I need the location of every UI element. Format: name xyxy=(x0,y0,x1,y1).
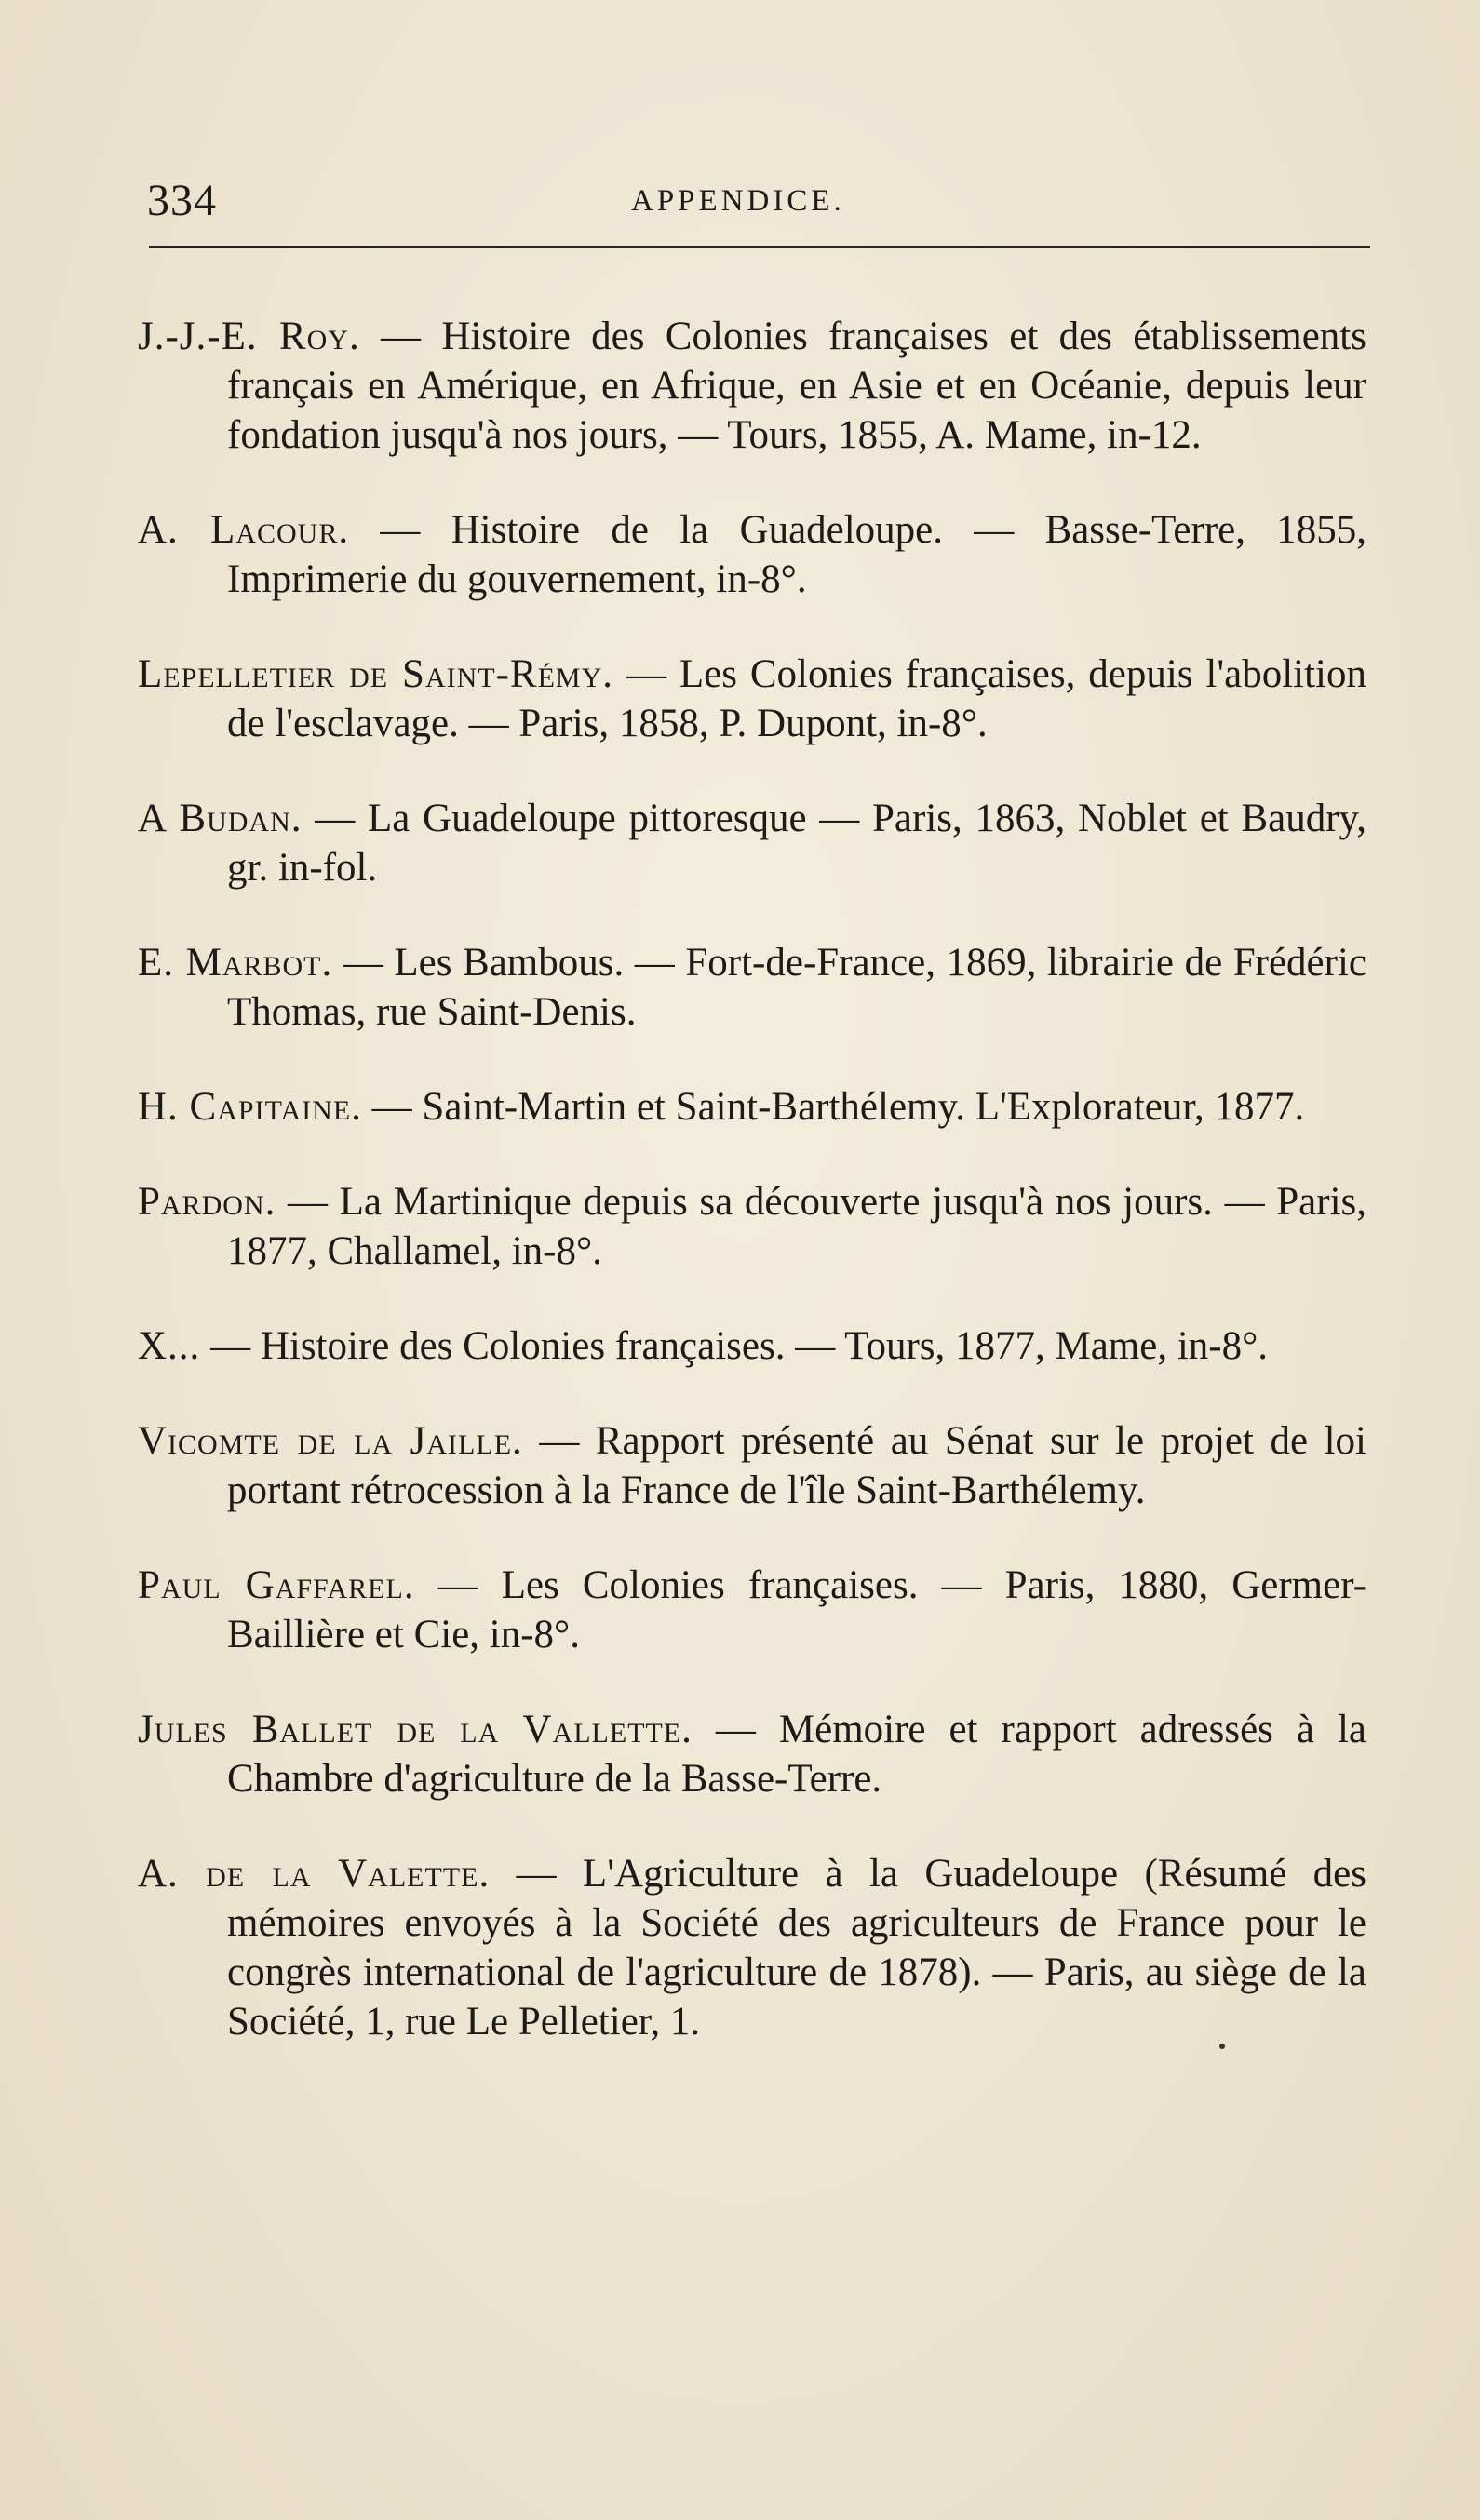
entry-text: — Les Colonies françaises, depuis l'abolition de l'esclavage. — Paris, 1858, P. Dupont, in-8°. xyxy=(227,652,1366,745)
bibliography-entry xyxy=(138,505,1366,604)
bibliography-list xyxy=(138,272,1366,2092)
entry-author: A Budan. xyxy=(138,797,303,840)
entry-author: Lepelletier de Saint-Rémy. xyxy=(138,652,614,696)
entry-text: — Histoire de la Guadeloupe. — Basse-Terre, 1855, Imprimerie du gouvernement, in-8°. xyxy=(227,508,1366,601)
running-head xyxy=(147,168,1376,233)
entry-author: A. Lacour. xyxy=(138,508,350,552)
header-rule xyxy=(149,246,1370,248)
entry-text: — Rapport présenté au Sénat sur le projet de loi portant rétrocession à la France de l'île Saint-Barthélemy. xyxy=(227,1419,1366,1512)
bibliography-entry xyxy=(138,938,1366,1037)
entry-author: H. Capitaine. xyxy=(138,1085,362,1129)
bibliography-entry xyxy=(138,650,1366,748)
entry-text: — Histoire des Colonies françaises et des établissements français en Amérique, en Afrique, en Asie et en Océanie, depuis leur fondation jusqu'à nos jours, — Tours, 1855, A. Mame, in-12. xyxy=(227,315,1366,457)
entry-author: X... xyxy=(138,1324,201,1368)
bibliography-entry xyxy=(138,1705,1366,1803)
entry-text: — L'Agriculture à la Guadeloupe (Résumé des mémoires envoyés à la Société des agriculteurs de France pour le congrès international de l'agriculture de 1878). — Paris, au siège de la Société, 1, rue Le Pelletier, 1. xyxy=(227,1852,1367,2044)
bibliography-entry xyxy=(138,794,1366,892)
entry-text: — La Martinique depuis sa découverte jusqu'à nos jours. — Paris, 1877, Challamel, in-8°. xyxy=(227,1180,1366,1273)
entry-author: Jules Ballet de la Vallette. xyxy=(138,1708,693,1751)
entry-text: — Histoire des Colonies françaises. — Tours, 1877, Mame, in-8°. xyxy=(200,1324,1269,1368)
entry-text: — Les Colonies françaises. — Paris, 1880, Germer-Baillière et Cie, in-8°. xyxy=(227,1563,1366,1656)
bibliography-entry xyxy=(138,1177,1366,1276)
ink-speck xyxy=(1219,2044,1225,2049)
bibliography-entry xyxy=(138,1561,1366,1659)
entry-text: — La Guadeloupe pittoresque — Paris, 1863, Noblet et Baudry, gr. in-fol. xyxy=(227,797,1366,890)
entry-author: Vicomte de la Jaille. xyxy=(138,1419,523,1463)
bibliography-entry xyxy=(138,312,1366,460)
entry-text: — Les Bambous. — Fort-de-France, 1869, librairie de Frédéric Thomas, rue Saint-Denis. xyxy=(227,941,1366,1034)
bibliography-entry xyxy=(138,1082,1366,1132)
entry-text: — Saint-Martin et Saint-Barthélemy. L'Explorateur, 1877. xyxy=(361,1085,1305,1129)
entry-author: Pardon. xyxy=(138,1180,276,1224)
entry-author: Paul Gaffarel. xyxy=(138,1563,415,1607)
entry-author: A. de la Valette. xyxy=(138,1852,491,1896)
bibliography-entry xyxy=(138,1321,1366,1371)
entry-text: — Mémoire et rapport adressés à la Chambre d'agriculture de la Basse-Terre. xyxy=(227,1708,1366,1801)
section-title: APPENDICE. xyxy=(631,184,845,218)
entry-author: E. Marbot. xyxy=(138,941,333,985)
bibliography-entry xyxy=(138,1416,1366,1515)
page-number: 334 xyxy=(147,176,217,225)
bibliography-entry xyxy=(138,1849,1366,2046)
entry-author: J.-J.-E. Roy. xyxy=(138,315,360,358)
